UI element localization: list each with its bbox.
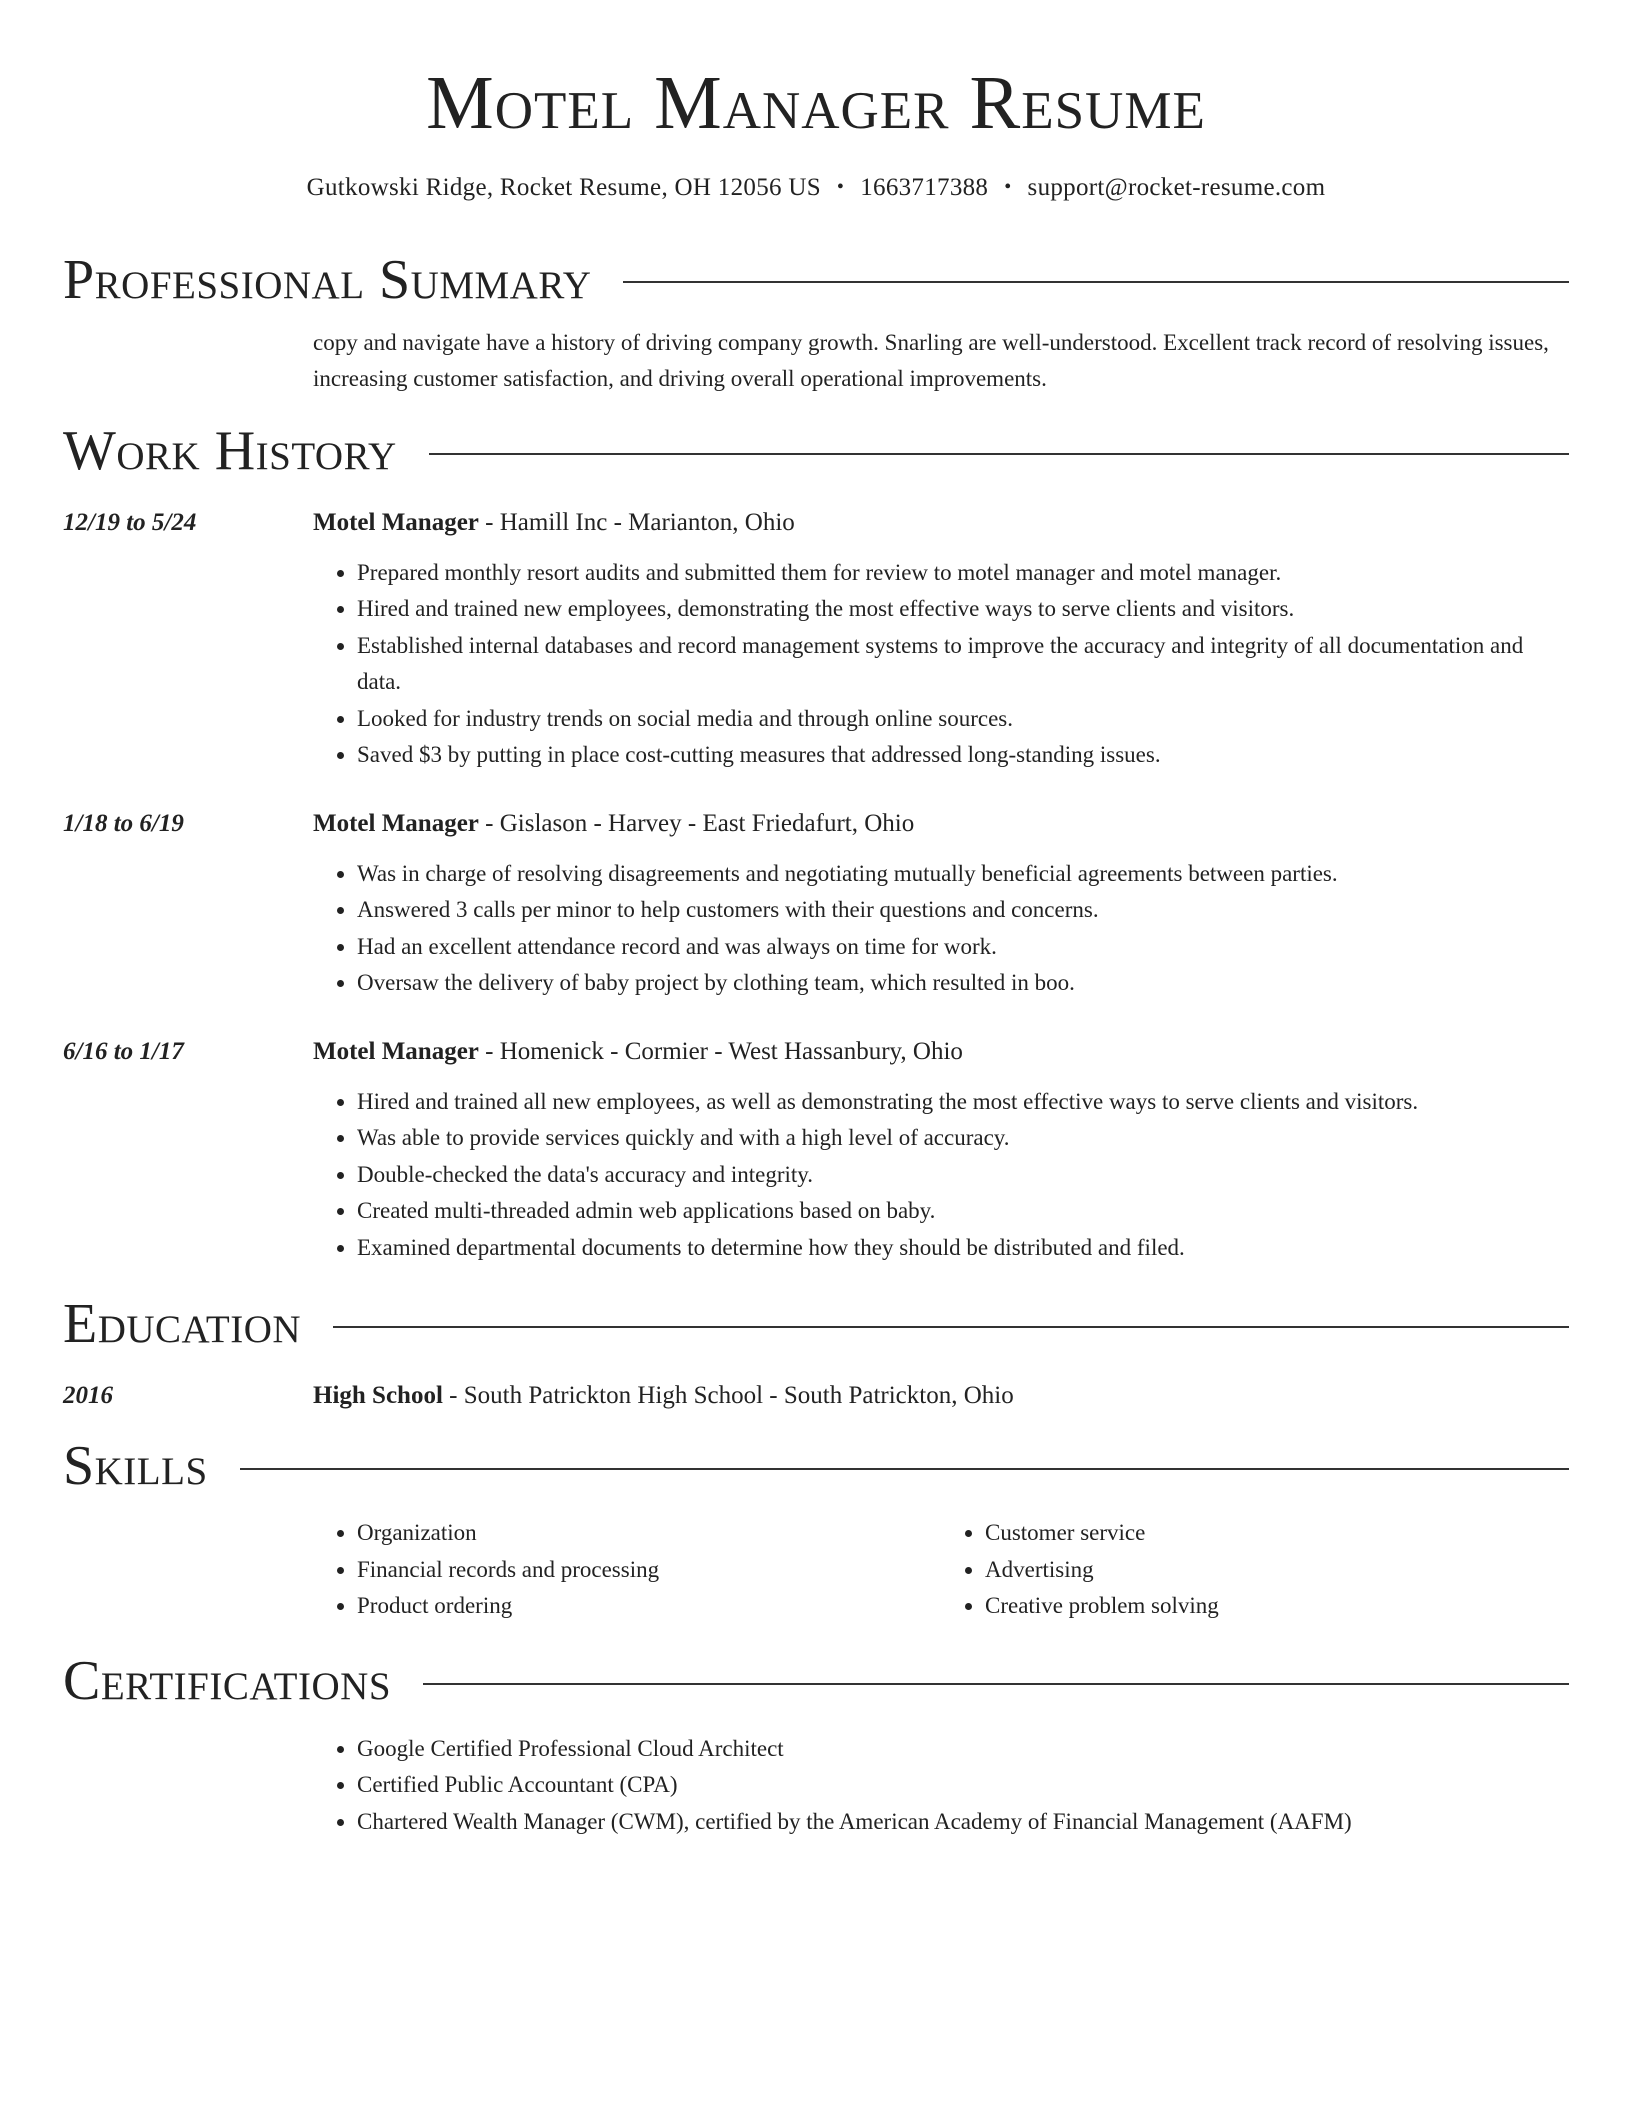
job-entry — [63, 1034, 1569, 1267]
list-item: • Oversaw the delivery of baby project by clothing team, which resulted in boo. — [357, 965, 1569, 1002]
job-title: Motel Manager — [313, 508, 479, 536]
email: support@rocket-resume.com — [1027, 173, 1326, 201]
education-heading: Education — [63, 1293, 302, 1356]
education-entry — [63, 1378, 1569, 1414]
list-item: • Established internal databases and record management systems to improve the accuracy and integrity of all documentation and data. — [357, 628, 1569, 701]
skills-section-header — [63, 1436, 1569, 1498]
job-bullets — [313, 555, 1569, 774]
skill-item: • Financial records and processing — [357, 1552, 941, 1589]
resume-title: Motel Manager Resume — [426, 61, 1206, 145]
list-item: • Created multi-threaded admin web applications based on baby. — [357, 1193, 1569, 1230]
separator-dot: • — [836, 175, 845, 198]
list-item: • Hired and trained new employees, demonstrating the most effective ways to serve clients and visitors. — [357, 591, 1569, 628]
job-bullets — [313, 1084, 1569, 1267]
separator-dot: • — [1004, 175, 1012, 198]
skill-item: • Advertising — [985, 1552, 1569, 1589]
list-item: • Had an excellent attendance record and was always on time for work. — [357, 929, 1569, 966]
list-item: • Looked for industry trends on social media and through online sources. — [357, 701, 1569, 738]
job-details: - Gislason - Harvey - East Friedafurt, Ohio — [478, 809, 915, 837]
list-item: • Answered 3 calls per minor to help customers with their questions and concerns. — [357, 892, 1569, 929]
skills-list — [313, 1515, 1569, 1625]
certification-item: • Google Certified Professional Cloud Architect — [357, 1731, 1569, 1768]
section-divider — [240, 1468, 1569, 1470]
skills-column-right — [941, 1515, 1569, 1625]
job-header — [313, 1034, 1569, 1070]
work-history-heading: Work History — [63, 420, 397, 483]
education-header — [313, 1378, 1569, 1414]
contact-line — [63, 174, 1569, 202]
certification-item: • Chartered Wealth Manager (CWM), certified by the American Academy of Financial Management (AAFM) — [357, 1804, 1569, 1841]
list-item: • Was in charge of resolving disagreements and negotiating mutually beneficial agreements between parties. — [357, 856, 1569, 893]
skill-item: • Product ordering — [357, 1588, 941, 1625]
summary-section-header — [63, 250, 1569, 312]
section-divider — [423, 1683, 1569, 1685]
certifications-heading: Certifications — [63, 1649, 392, 1712]
list-item: • Prepared monthly resort audits and submitted them for review to motel manager and motel manager. — [357, 555, 1569, 592]
job-entry — [63, 806, 1569, 1002]
section-divider — [623, 281, 1569, 283]
job-details: - Hamill Inc - Marianton, Ohio — [478, 508, 795, 536]
certifications-list — [313, 1731, 1569, 1841]
summary-heading: Professional Summary — [63, 248, 592, 311]
section-divider — [333, 1326, 1569, 1328]
job-bullets — [313, 856, 1569, 1002]
list-item: • Was able to provide services quickly and with a high level of accuracy. — [357, 1120, 1569, 1157]
job-header — [313, 806, 1569, 842]
skill-item: • Creative problem solving — [985, 1588, 1569, 1625]
list-item: • Double-checked the data's accuracy and integrity. — [357, 1157, 1569, 1194]
certifications-section-header — [63, 1651, 1569, 1713]
education-section-header — [63, 1294, 1569, 1356]
job-dates: 12/19 to 5/24 — [63, 508, 197, 536]
skill-item: • Organization — [357, 1515, 941, 1552]
list-item: • Examined departmental documents to determine how they should be distributed and filed. — [357, 1230, 1569, 1267]
job-dates: 1/18 to 6/19 — [63, 809, 184, 837]
certification-item: • Certified Public Accountant (CPA) — [357, 1767, 1569, 1804]
job-title: Motel Manager — [313, 1037, 479, 1065]
list-item: • Hired and trained all new employees, as well as demonstrating the most effective ways to serve clients and visitors. — [357, 1084, 1569, 1121]
skills-heading: Skills — [63, 1434, 208, 1497]
job-title: Motel Manager — [313, 809, 479, 837]
phone: 1663717388 — [860, 173, 989, 201]
skill-item: • Customer service — [985, 1515, 1569, 1552]
section-divider — [429, 453, 1569, 455]
job-dates: 6/16 to 1/17 — [63, 1037, 184, 1065]
education-details: - South Patrickton High School - South Patrickton, Ohio — [442, 1381, 1014, 1409]
job-header — [313, 505, 1569, 541]
job-entry — [63, 505, 1569, 774]
address: Gutkowski Ridge, Rocket Resume, OH 12056 US — [306, 173, 821, 201]
education-year: 2016 — [63, 1381, 113, 1409]
job-details: - Homenick - Cormier - West Hassanbury, Ohio — [478, 1037, 963, 1065]
skills-column-left — [313, 1515, 941, 1625]
summary-text: copy and navigate have a history of driving company growth. Snarling are well-understood. Excellent track record of resolving issues, increasing customer satisfaction, and driving overall operational improvements. — [313, 330, 1549, 392]
work-section-header — [63, 421, 1569, 483]
list-item: • Saved $3 by putting in place cost-cutting measures that addressed long-standing issues. — [357, 737, 1569, 774]
degree: High School — [313, 1381, 443, 1409]
